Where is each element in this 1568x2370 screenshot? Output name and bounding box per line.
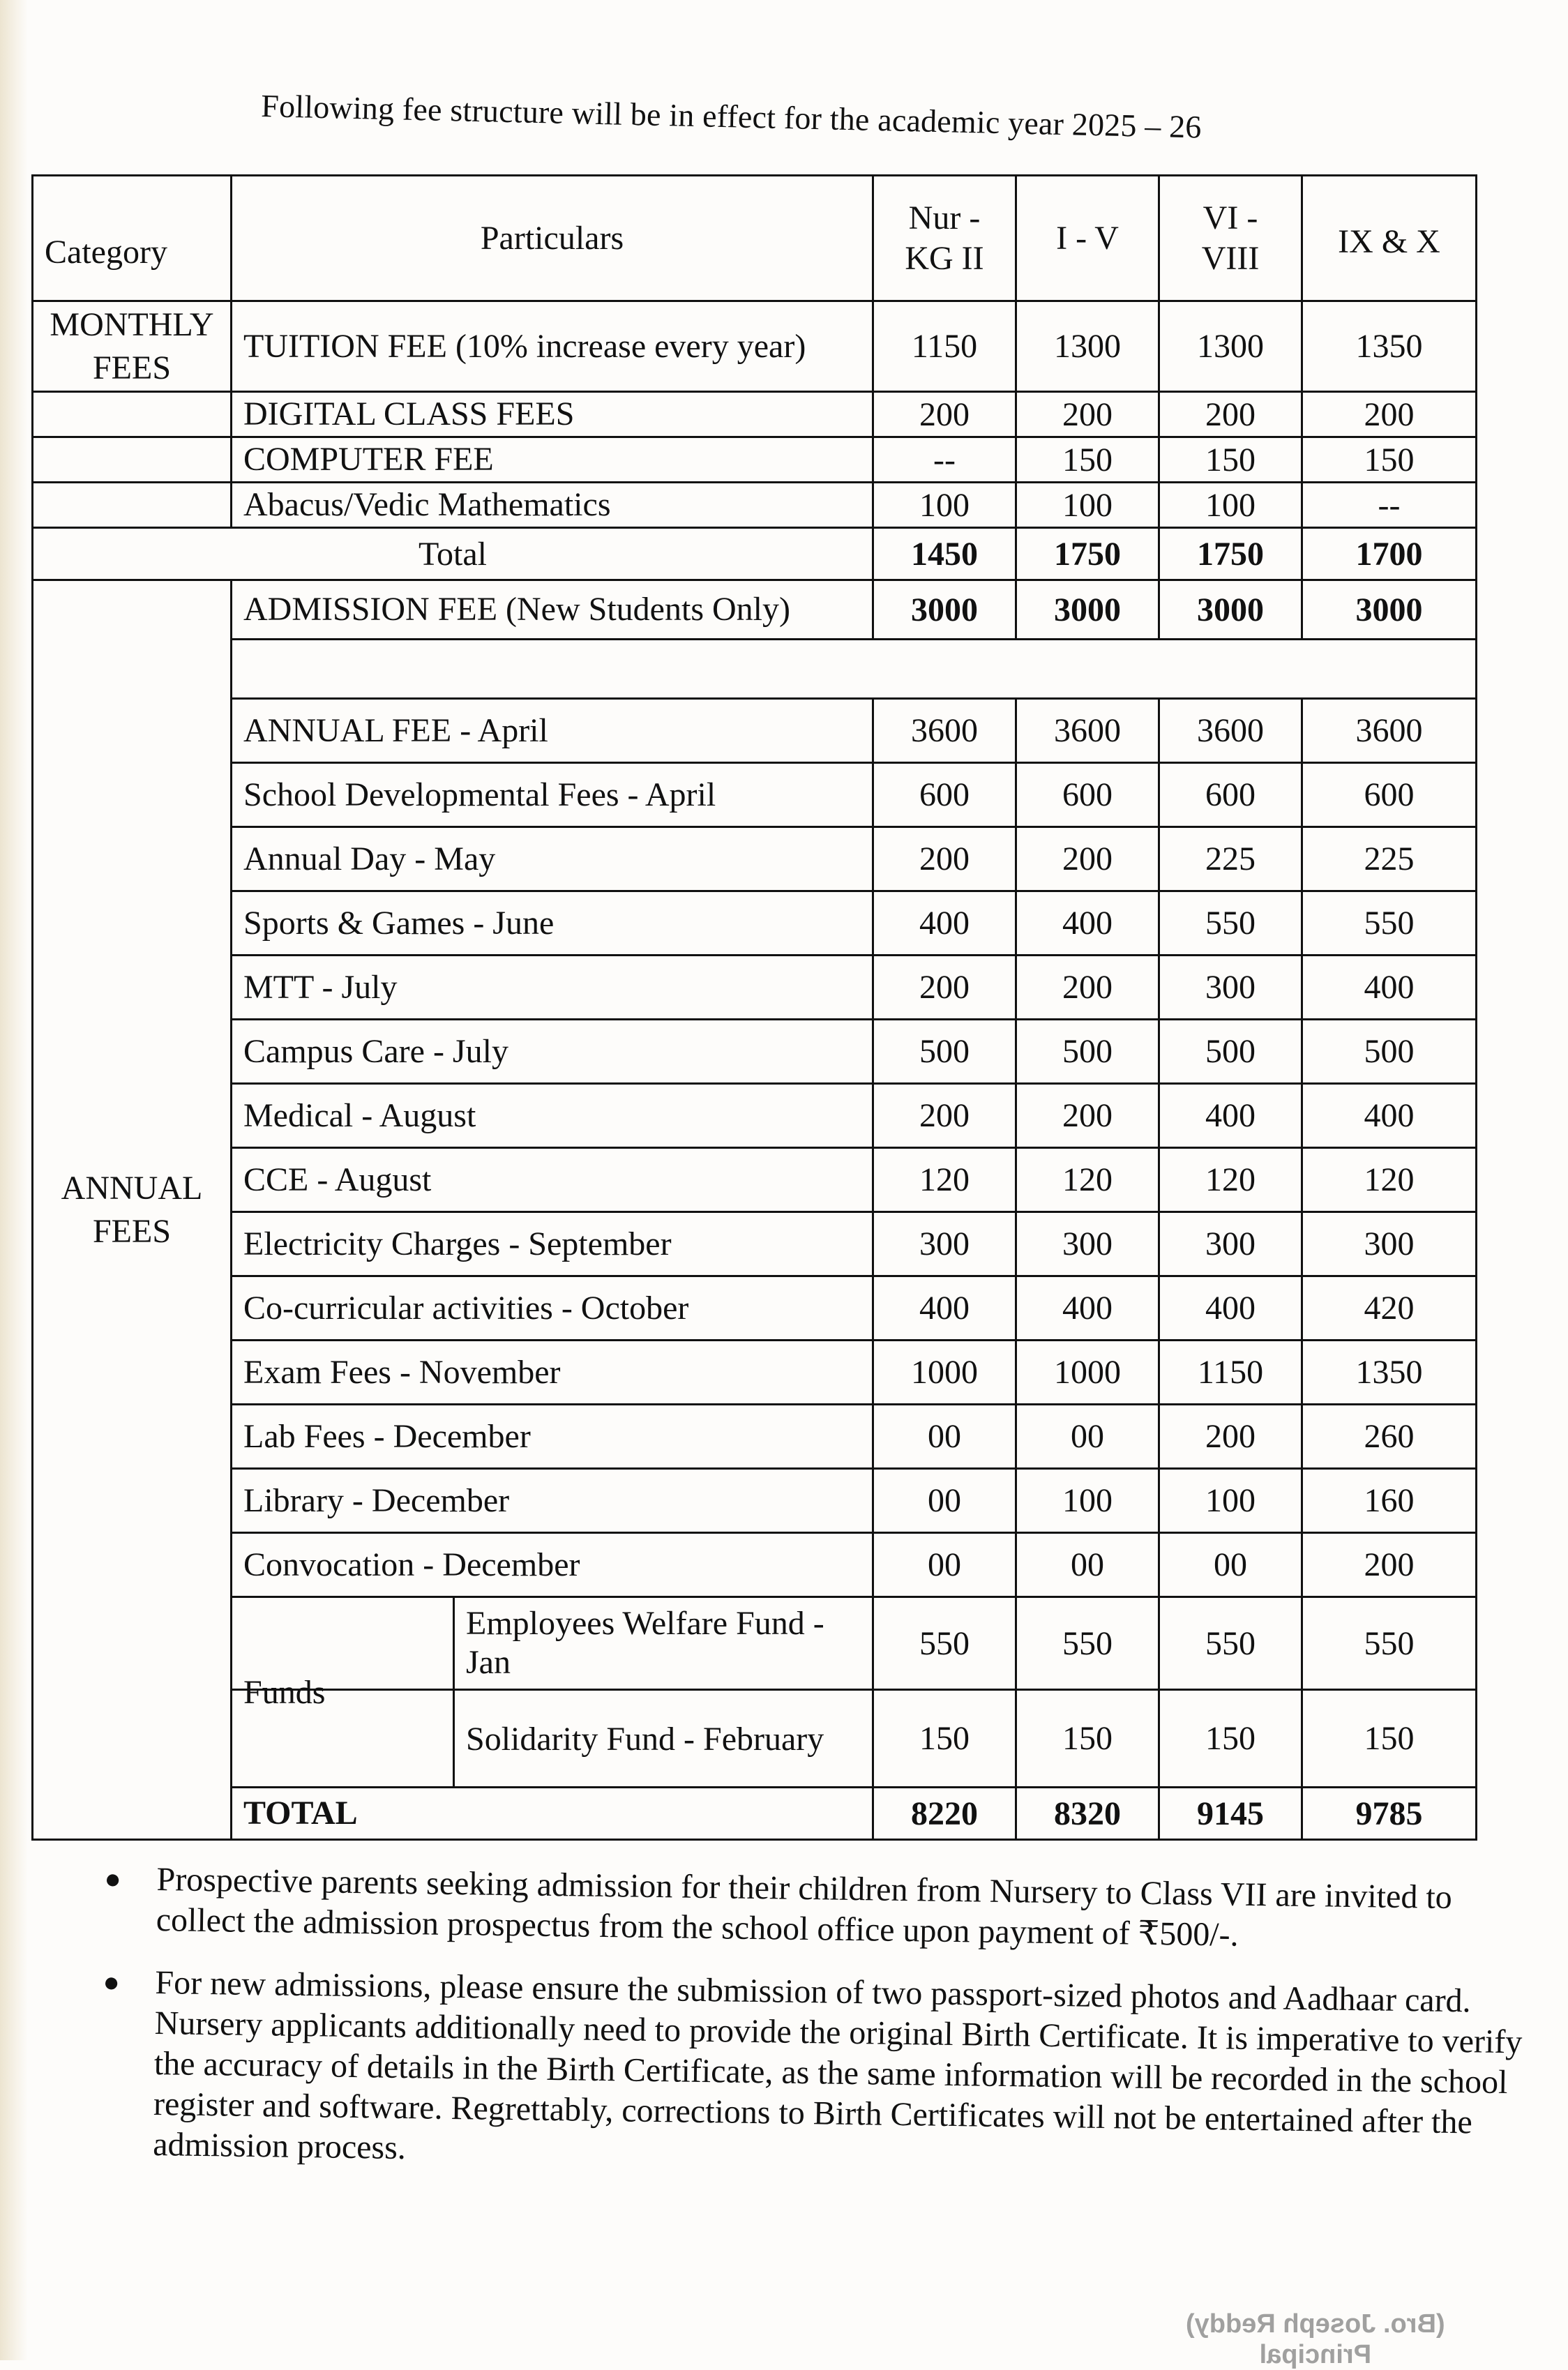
document-title: Following fee structure will be in effect for the academic year 2025 – 26: [260, 87, 1203, 145]
fee-value: 150: [1159, 1690, 1302, 1788]
fee-value: 120: [1016, 1148, 1159, 1212]
grand-total-value: 8220: [873, 1788, 1016, 1840]
fee-value: 160: [1302, 1469, 1477, 1533]
fee-value: 500: [1302, 1020, 1477, 1084]
fee-value: 00: [1016, 1533, 1159, 1597]
fee-value: 200: [1016, 956, 1159, 1020]
monthly-total-value: 1450: [873, 528, 1016, 580]
monthly-total-value: 1750: [1159, 528, 1302, 580]
fee-value: --: [1302, 483, 1477, 528]
fee-value: 100: [1159, 1469, 1302, 1533]
fee-value: 200: [873, 392, 1016, 437]
funds-label: Funds: [232, 1598, 455, 1788]
admission-row: [33, 580, 1477, 640]
particular-label: DIGITAL CLASS FEES: [232, 392, 873, 437]
monthly-total-label: Total: [33, 528, 873, 580]
header-row: [33, 176, 1477, 301]
monthly-total-value: 1750: [1016, 528, 1159, 580]
fee-value: 400: [1016, 1276, 1159, 1341]
particular-label: ADMISSION FEE (New Students Only): [232, 580, 873, 640]
table-row: [33, 699, 1477, 763]
fee-value: 300: [1016, 1212, 1159, 1276]
category-annual-fees-label: ANNUAL FEES: [61, 1169, 203, 1250]
table-row: [33, 1212, 1477, 1276]
particular-label: Library - December: [232, 1469, 873, 1533]
grand-total-label: TOTAL: [232, 1788, 873, 1840]
fee-value: 200: [873, 827, 1016, 891]
fee-value: 200: [1159, 392, 1302, 437]
fee-value: 500: [873, 1020, 1016, 1084]
fee-value: 1000: [873, 1341, 1016, 1405]
header-class-9-10: IX & X: [1302, 176, 1477, 301]
table-row: [33, 1084, 1477, 1148]
particular-label: MTT - July: [232, 956, 873, 1020]
header-particulars: Particulars: [232, 176, 873, 301]
fee-value: 100: [873, 483, 1016, 528]
fee-value: 1350: [1302, 1341, 1477, 1405]
fee-value: 1150: [873, 301, 1016, 392]
fee-value: 400: [1159, 1276, 1302, 1341]
header-category: Category: [33, 176, 232, 301]
fee-value: 200: [1016, 827, 1159, 891]
funds-cell: [232, 1597, 873, 1758]
fee-value: 100: [1016, 483, 1159, 528]
particular-label: COMPUTER FEE: [232, 437, 873, 483]
category-annual-fees: [33, 580, 232, 1840]
fee-value: 200: [873, 1084, 1016, 1148]
page-edge-shadow: [0, 0, 28, 2360]
fee-value: 3600: [873, 699, 1016, 763]
fee-value: 3000: [1302, 580, 1477, 640]
header-class-6-8: VI - VIII: [1159, 176, 1302, 301]
fee-value: 600: [1302, 763, 1477, 827]
fee-value: 3600: [1302, 699, 1477, 763]
signature-title: Principal: [1259, 2340, 1372, 2369]
note-text: Prospective parents seeking admission for their children from Nursery to Class VII are invited to collect the admission prospectus from the school office upon payment of ₹500/-.: [156, 1861, 1453, 1954]
fee-value: 550: [1159, 891, 1302, 956]
fund-label-employees-welfare: Employees Welfare Fund - Jan: [455, 1598, 872, 1691]
fund-label-solidarity: Solidarity Fund - February: [466, 1720, 824, 1758]
fee-value: 550: [873, 1597, 1016, 1690]
particular-label: Convocation - December: [232, 1533, 873, 1597]
blank-cell: [232, 640, 1477, 699]
particular-label: Sports & Games - June: [232, 891, 873, 956]
fee-value: 400: [1016, 891, 1159, 956]
fee-value: 1300: [1159, 301, 1302, 392]
note-item: [100, 1962, 1547, 2184]
fee-value: 550: [1159, 1597, 1302, 1690]
fee-value: 150: [1302, 1690, 1477, 1788]
fee-structure-table: [31, 174, 1477, 1841]
fee-value: 120: [873, 1148, 1016, 1212]
particular-label: Exam Fees - November: [232, 1341, 873, 1405]
fee-value: 200: [1302, 1533, 1477, 1597]
grand-total-row: [33, 1788, 1477, 1840]
fee-value: 550: [1016, 1597, 1159, 1690]
empty-category-cell: [33, 437, 232, 483]
fee-value: 3000: [873, 580, 1016, 640]
particular-label: Campus Care - July: [232, 1020, 873, 1084]
fee-value: 550: [1302, 1597, 1477, 1690]
table-row: [33, 891, 1477, 956]
table-row: [33, 483, 1477, 528]
bullet-icon: ●: [103, 1965, 121, 1998]
particular-label: CCE - August: [232, 1148, 873, 1212]
header-class-1-5: I - V: [1016, 176, 1159, 301]
particular-label: Medical - August: [232, 1084, 873, 1148]
fee-value: 100: [1016, 1469, 1159, 1533]
fee-value: 100: [1159, 483, 1302, 528]
table-row: [33, 1341, 1477, 1405]
fee-value: 400: [873, 891, 1016, 956]
fee-value: 1350: [1302, 301, 1477, 392]
fee-value: 00: [1159, 1533, 1302, 1597]
signature-name: (Bro. Joseph Reddy): [1186, 2309, 1445, 2339]
fee-value: 260: [1302, 1405, 1477, 1469]
table-row: [33, 1405, 1477, 1469]
fee-value: 500: [1016, 1020, 1159, 1084]
fee-value: 150: [873, 1690, 1016, 1788]
table-row: [33, 763, 1477, 827]
notes-list: [100, 1859, 1548, 2207]
fee-value: 200: [1159, 1405, 1302, 1469]
particular-label: School Developmental Fees - April: [232, 763, 873, 827]
fee-value: --: [873, 437, 1016, 483]
monthly-total-value: 1700: [1302, 528, 1477, 580]
fee-value: 300: [1159, 1212, 1302, 1276]
blank-separator-row: [33, 640, 1477, 699]
monthly-total-row: [33, 528, 1477, 580]
grand-total-value: 8320: [1016, 1788, 1159, 1840]
bleed-through-signature: [1186, 2309, 1445, 2370]
empty-category-cell: [33, 483, 232, 528]
particular-label: Annual Day - May: [232, 827, 873, 891]
particular-label: Electricity Charges - September: [232, 1212, 873, 1276]
fee-value: 1150: [1159, 1341, 1302, 1405]
table-row: [33, 392, 1477, 437]
fee-value: 400: [1302, 1084, 1477, 1148]
fee-value: 600: [1016, 763, 1159, 827]
fee-value: 00: [1016, 1405, 1159, 1469]
fee-value: 200: [1016, 1084, 1159, 1148]
table-row: [33, 437, 1477, 483]
table-row: [33, 827, 1477, 891]
table-row: [33, 301, 1477, 392]
bullet-icon: ●: [104, 1862, 122, 1895]
particular-label: Lab Fees - December: [232, 1405, 873, 1469]
particular-label: TUITION FEE (10% increase every year): [232, 301, 873, 392]
fee-value: 1000: [1016, 1341, 1159, 1405]
fee-value: 1300: [1016, 301, 1159, 392]
fee-value: 3000: [1016, 580, 1159, 640]
fee-value: 200: [1016, 392, 1159, 437]
table-row: [33, 1276, 1477, 1341]
fee-value: 225: [1159, 827, 1302, 891]
table-row: [33, 1533, 1477, 1597]
fee-value: 400: [1159, 1084, 1302, 1148]
fee-value: 300: [873, 1212, 1016, 1276]
fee-value: 3000: [1159, 580, 1302, 640]
fee-value: 225: [1302, 827, 1477, 891]
fee-value: 120: [1302, 1148, 1477, 1212]
category-monthly-fees: MONTHLY FEES: [33, 301, 232, 392]
fee-value: 150: [1016, 1690, 1159, 1788]
fee-value: 500: [1159, 1020, 1302, 1084]
fee-value: 150: [1159, 437, 1302, 483]
table-row: [33, 1469, 1477, 1533]
particular-label: Abacus/Vedic Mathematics: [232, 483, 873, 528]
funds-row: [33, 1597, 1477, 1690]
particular-label: ANNUAL FEE - April: [232, 699, 873, 763]
fee-value: 150: [1302, 437, 1477, 483]
fee-value: 400: [1302, 956, 1477, 1020]
grand-total-value: 9145: [1159, 1788, 1302, 1840]
fee-value: 420: [1302, 1276, 1477, 1341]
note-text: For new admissions, please ensure the submission of two passport-sized photos and Aadhaar card. Nursery applicants additionally need to provide the original Birth Certificate. It is imperative to verify the accuracy of details in the Birth Certificate, as the same information will be recorded in the school register and software. Regrettably, corrections to Birth Certificates will not be entertained after the admission process.: [152, 1964, 1523, 2167]
fee-value: 150: [1016, 437, 1159, 483]
table-row: [33, 1020, 1477, 1084]
fee-value: 00: [873, 1533, 1016, 1597]
fee-value: 400: [873, 1276, 1016, 1341]
grand-total-value: 9785: [1302, 1788, 1477, 1840]
fee-value: 200: [1302, 392, 1477, 437]
fee-value: 600: [873, 763, 1016, 827]
header-class-nur-kg2: Nur - KG II: [873, 176, 1016, 301]
fee-value: 3600: [1016, 699, 1159, 763]
fee-value: 300: [1302, 1212, 1477, 1276]
fee-value: 600: [1159, 763, 1302, 827]
fee-value: 00: [873, 1405, 1016, 1469]
fee-value: 120: [1159, 1148, 1302, 1212]
fee-value: 300: [1159, 956, 1302, 1020]
note-item: [103, 1859, 1548, 1960]
fee-value: 3600: [1159, 699, 1302, 763]
particular-label: Co-curricular activities - October: [232, 1276, 873, 1341]
fee-value: 200: [873, 956, 1016, 1020]
fee-value: 550: [1302, 891, 1477, 956]
table-row: [33, 1148, 1477, 1212]
empty-category-cell: [33, 392, 232, 437]
table-row: [33, 956, 1477, 1020]
fee-value: 00: [873, 1469, 1016, 1533]
